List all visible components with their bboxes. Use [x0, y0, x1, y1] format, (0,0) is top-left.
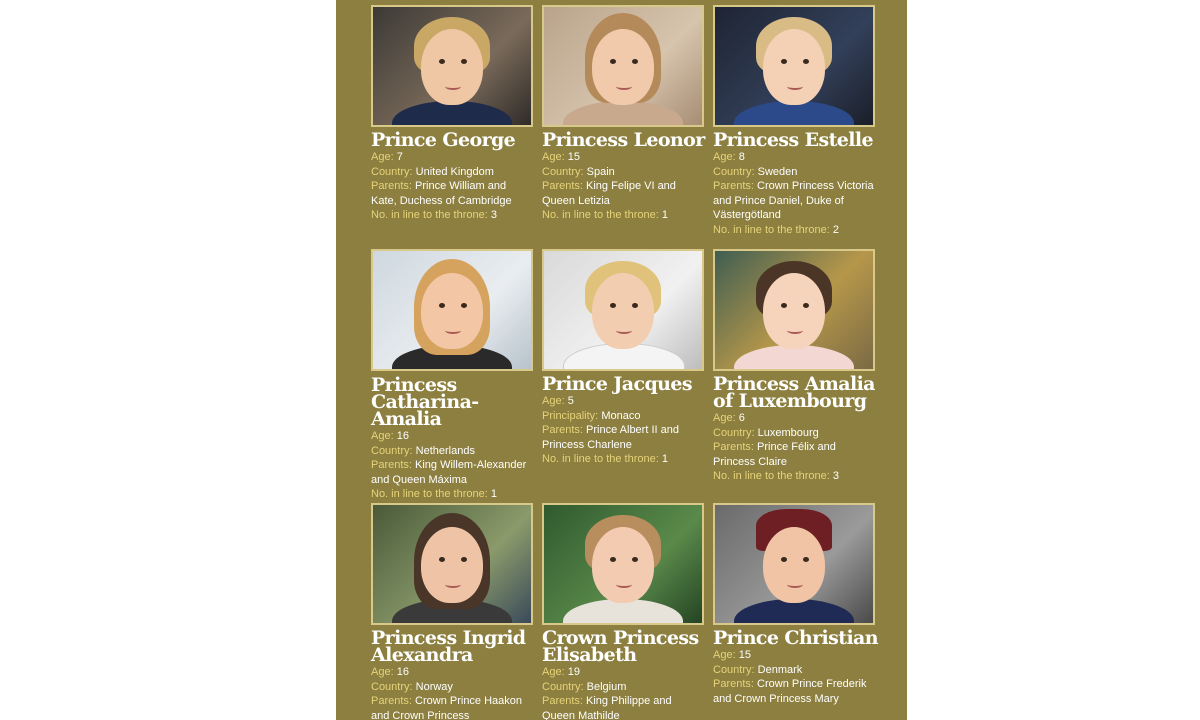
- card-prince-jacques: [542, 249, 704, 467]
- photo-prince-christian: [713, 503, 875, 625]
- card-princess-catharina-amalia: [371, 249, 533, 502]
- card-info: Age: 16 Country: Netherlands Parents: King Willem-Alexander and Queen Máxima No. in line to the throne: 1: [371, 430, 527, 500]
- card-info: Age: 8 Country: Sweden Parents: Crown Princess Victoria and Prince Daniel, Duke of Västergötland No. in line to the throne: 2: [713, 151, 874, 236]
- photo-crown-princess-elisabeth: [542, 503, 704, 625]
- card-name: Crown Princess Elisabeth: [542, 627, 699, 666]
- card-princess-amalia-of-luxembourg: [713, 249, 875, 484]
- card-info: Age: 6 Country: Luxembourg Parents: Prince Félix and Princess Claire No. in line to the throne: 3: [713, 412, 839, 482]
- card-name: Prince George: [371, 129, 516, 151]
- card-princess-leonor: [542, 5, 704, 223]
- card-info: Age: 15 Country: Denmark Parents: Crown Prince Frederik and Crown Princess Mary: [713, 649, 867, 705]
- card-crown-princess-elisabeth: [542, 503, 704, 720]
- photo-prince-george: [371, 5, 533, 127]
- photo-princess-ingrid: [371, 503, 533, 625]
- photo-princess-leonor: [542, 5, 704, 127]
- card-name: Prince Christian: [713, 627, 878, 649]
- photo-prince-jacques: [542, 249, 704, 371]
- card-name: Princess Ingrid Alexandra: [371, 627, 526, 666]
- card-name: Prince Jacques: [542, 373, 692, 395]
- card-name: Princess Amalia of Luxembourg: [713, 373, 875, 412]
- card-info: Age: 19 Country: Belgium Parents: King Philippe and Queen Mathilde: [542, 666, 672, 720]
- card-prince-george: [371, 5, 533, 223]
- card-info: Age: 16 Country: Norway Parents: Crown Prince Haakon and Crown Princess: [371, 666, 523, 720]
- card-name: Princess Leonor: [542, 129, 705, 151]
- card-info: Age: 5 Principality: Monaco Parents: Prince Albert II and Princess Charlene No. in line to the throne: 1: [542, 395, 679, 465]
- photo-princess-amalia: [713, 249, 875, 371]
- photo-princess-estelle: [713, 5, 875, 127]
- card-princess-estelle: [713, 5, 875, 237]
- card-info: Age: 7 Country: United Kingdom Parents: Prince William and Kate, Duchess of Cambridge No. in line to the throne: 3: [371, 151, 512, 221]
- photo-princess-catharina-amalia: [371, 249, 533, 371]
- card-info: Age: 15 Country: Spain Parents: King Felipe VI and Queen Letizia No. in line to the throne: 1: [542, 151, 676, 221]
- card-princess-ingrid-alexandra: [371, 503, 533, 720]
- infographic-panel: [336, 0, 907, 720]
- card-name: Princess Estelle: [713, 129, 873, 151]
- card-name: Princess Catharina-Amalia: [371, 374, 479, 430]
- card-prince-christian: [713, 503, 878, 706]
